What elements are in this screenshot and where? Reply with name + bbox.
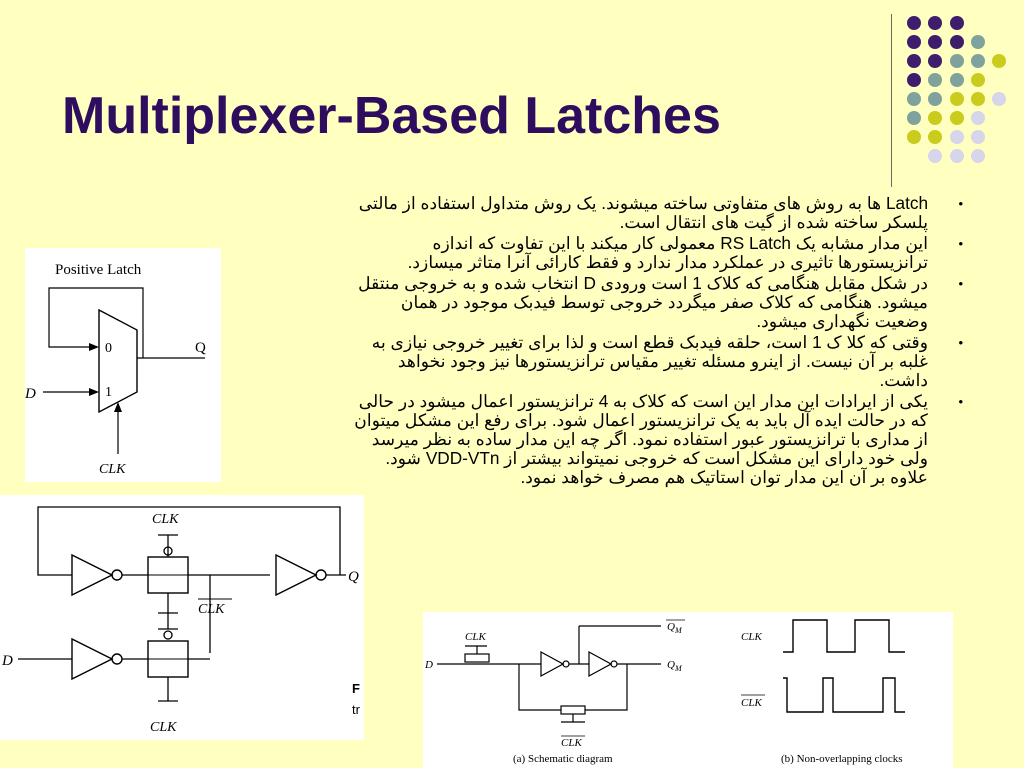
q-label: Q — [348, 569, 359, 585]
dot — [950, 54, 964, 68]
tg-latch-figure — [0, 495, 364, 740]
tg-latch-diagram — [0, 495, 364, 740]
bullet-symbol: • — [958, 276, 963, 291]
dot — [971, 111, 985, 125]
feedback-wire — [585, 664, 627, 710]
dot — [950, 73, 964, 87]
truncated-caption — [352, 678, 360, 720]
pass-latch-figure — [423, 612, 953, 768]
clk-waveform — [783, 620, 905, 652]
bullet-text: Latch ها به روش های متفاوتی ساخته میشوند. یک روش متداول استفاده از مالتی پلسکر ساخته شده از گیت های انتقال است. — [358, 193, 928, 232]
dot — [971, 73, 985, 87]
d-label: D — [425, 659, 433, 671]
dot — [971, 54, 985, 68]
arrow-icon — [89, 388, 99, 396]
inverter-1 — [72, 555, 112, 595]
clk-label: CLK — [99, 462, 126, 477]
qm-bar-subscript: M — [674, 626, 682, 635]
dot — [992, 92, 1006, 106]
dot — [928, 73, 942, 87]
caption-a: (a) Schematic diagram — [513, 753, 613, 765]
dot — [950, 111, 964, 125]
pass-transistor-bottom — [561, 706, 585, 714]
page-title: Multiplexer-Based Latches — [62, 87, 721, 145]
dot — [928, 149, 942, 163]
bullet-item — [350, 274, 966, 331]
clk-bar-waveform — [783, 678, 905, 712]
pass-latch-diagram — [423, 612, 953, 768]
dot — [971, 35, 985, 49]
inverter-2 — [72, 639, 112, 679]
bullet-item — [350, 333, 966, 390]
qm-label — [667, 659, 683, 673]
dot — [907, 92, 921, 106]
dot — [950, 149, 964, 163]
wave-clk-label: CLK — [741, 631, 762, 643]
q-label: Q — [195, 340, 206, 356]
d-label: D — [2, 653, 13, 669]
dot — [928, 54, 942, 68]
inverter-1 — [541, 652, 563, 676]
dot — [907, 35, 921, 49]
truncated-caption-line-1: F — [352, 681, 360, 696]
dot — [928, 92, 942, 106]
caption-b: (b) Non-overlapping clocks — [781, 753, 903, 765]
bullet-symbol: • — [958, 394, 963, 409]
qm-bar-letter: Q — [667, 621, 675, 633]
mux-input-0-label: 0 — [105, 341, 112, 356]
clk-bottom-label: CLK — [561, 737, 582, 749]
dot — [950, 92, 964, 106]
dot — [907, 16, 921, 30]
dot — [971, 92, 985, 106]
arrow-icon — [89, 343, 99, 351]
positive-latch-title: Positive Latch — [55, 262, 142, 278]
positive-latch-diagram — [25, 248, 221, 482]
qm-bar-label — [667, 621, 683, 635]
clk-bar-label: CLK — [198, 602, 225, 617]
pass-transistor-top — [465, 654, 489, 662]
dot — [928, 16, 942, 30]
clk-top-label: CLK — [465, 631, 486, 643]
d-label: D — [25, 386, 36, 402]
inverter-2 — [589, 652, 611, 676]
dot — [928, 111, 942, 125]
gate-bubble — [164, 631, 172, 639]
title-divider — [891, 14, 892, 187]
dot — [971, 130, 985, 144]
bullet-symbol: • — [958, 196, 963, 211]
dot — [928, 130, 942, 144]
dot — [907, 54, 921, 68]
bullet-text: در شکل مقابل هنگامی که کلاک 1 است ورودی D انتخاب شده و به خروجی منتقل میشود. هنگامی که کلاک صفر میگردد خروجی توسط فیدبک موجود در همان وضعیت نگهداری میشود. — [358, 273, 928, 331]
dot — [928, 35, 942, 49]
mux-input-1-label: 1 — [105, 385, 112, 400]
bullet-symbol: • — [958, 236, 963, 251]
qm-subscript: M — [674, 664, 682, 673]
inverter-3 — [276, 555, 316, 595]
wave-clk-bar-label: CLK — [741, 697, 762, 709]
truncated-caption-line-2: tr — [352, 702, 360, 717]
bullet-item — [350, 194, 966, 232]
bullet-item — [350, 234, 966, 272]
clk-top-label: CLK — [152, 512, 179, 527]
clk-bottom-label: CLK — [150, 720, 177, 735]
dot — [907, 73, 921, 87]
positive-latch-figure — [25, 248, 221, 482]
dot — [950, 130, 964, 144]
dot — [950, 35, 964, 49]
qm-letter: Q — [667, 659, 675, 671]
dot — [992, 54, 1006, 68]
bullet-text: این مدار مشابه یک RS Latch معمولی کار میکند با این تفاوت که اندازه ترانزیستورها تاثیری در عملکرد مدار ندارد و فقط کارائی آنرا متاثر میسازد. — [407, 233, 928, 272]
bullet-list — [350, 194, 966, 489]
dot — [950, 16, 964, 30]
bullet-symbol: • — [958, 335, 963, 350]
dot — [907, 130, 921, 144]
bullet-text: یکی از ایرادات این مدار این است که کلاک به 4 ترانزیستور اعمال میشود در حالی که در حالت ایده آل باید به یک ترانزیستور اعمال شود. برای رفع این مشکل میتوان از مداری با ترانزیستور عبور استفاده نمود. اگر چه این مدار ساده به نظر میرسد ولی خود دارای این مشکل است که خروجی نمیتواند بیشتر از VDD-VTn شود. علاوه بر آن این مدار توان استاتیک هم مصرف خواهد نمود. — [354, 391, 928, 487]
dot — [907, 111, 921, 125]
dot — [971, 149, 985, 163]
bullet-item — [350, 392, 966, 487]
feedback-wire — [519, 664, 561, 710]
bullet-text: وقتی که کلا ک 1 است، حلقه فیدبک قطع است و لذا برای تغییر خروجی نیازی به غلبه بر آن نیست. از اینرو مسئله تغییر مقیاس ترانزیستورها نیز وجود نخواهد داشت. — [371, 332, 928, 390]
